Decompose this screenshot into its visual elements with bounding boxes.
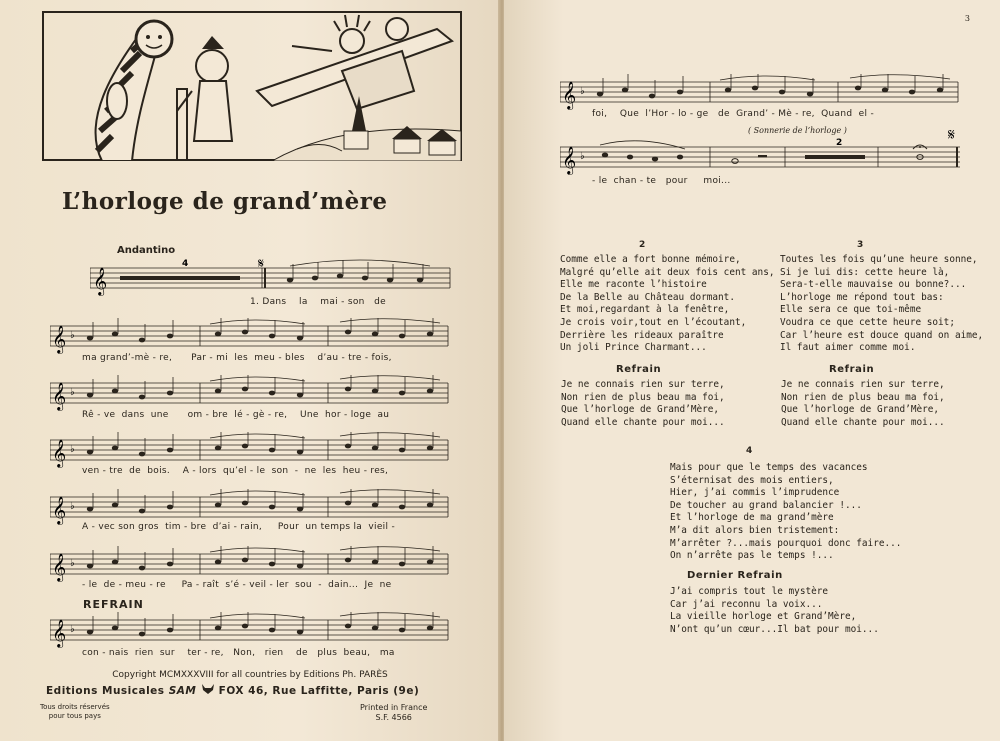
printed-line: Printed in France bbox=[360, 703, 428, 712]
publisher-name: Editions Musicales bbox=[46, 685, 165, 697]
song-title: L’horloge de grand’mère bbox=[62, 188, 388, 215]
measure-rest-count: 4 bbox=[182, 259, 189, 269]
svg-text:♭: ♭ bbox=[580, 151, 585, 162]
rights-notice bbox=[40, 703, 110, 721]
lyrics-line: 1. Dans la mai - son de bbox=[250, 297, 386, 307]
lyrics-line: ma grand’-mè - re, Par - mi les meu - bles d’au - tre - fois, bbox=[82, 353, 392, 363]
treble-clef-icon: 𝄞 bbox=[562, 146, 577, 174]
fox-logo-icon bbox=[201, 683, 215, 695]
printed-notice bbox=[360, 703, 427, 723]
music-staff bbox=[50, 318, 452, 354]
right-page bbox=[504, 0, 1000, 741]
copyright-notice: Copyright MCMXXXVIII for all countries by Editions Ph. PARÈS bbox=[112, 670, 388, 680]
verse-4: Mais pour que le temps des vacances S’éternisat des mois entiers, Hier, j’ai commis l’imprudence De toucher au grand balancier !... Et l’horloge de ma grand’mère M’a dit alors bien tristement: M’arrêter ?...mais pourquoi donc faire... On n’arrête pas le temps !... bbox=[670, 462, 902, 562]
music-staff bbox=[50, 375, 452, 411]
refrain-text: Je ne connais rien sur terre, Non rien de plus beau ma foi, Que l’horloge de Grand’Mère, Quand elle chante pour moi... bbox=[561, 379, 725, 428]
music-staff bbox=[50, 432, 452, 468]
refrain-label: REFRAIN bbox=[83, 598, 144, 611]
verse-3: Toutes les fois qu’une heure sonne, Si je lui dis: cette heure là, Sera-t-elle mauvaise ou bonne?... L’horloge me répond tout bas: Elle sera ce que toi-même Voudra ce que cette heure soit; Car l’heure est douce quand on aime, Il faut aimer comme moi. bbox=[780, 254, 984, 354]
treble-clef-icon: 𝄞 bbox=[93, 267, 108, 295]
svg-text:𝄋: 𝄋 bbox=[948, 126, 955, 142]
lyrics-line: foi, Que l’Hor - lo - ge de Grand’ - Mè - re, Quand el - bbox=[592, 109, 875, 119]
page-number: 3 bbox=[964, 14, 970, 23]
refrain-heading: Refrain bbox=[829, 364, 875, 375]
rights-line: Tous droits réservés bbox=[40, 703, 110, 711]
cover-illustration bbox=[42, 11, 462, 161]
music-staff bbox=[90, 258, 452, 298]
refrain-heading: Refrain bbox=[616, 364, 662, 375]
segno-icon bbox=[948, 126, 964, 142]
music-staff bbox=[560, 135, 964, 175]
lyrics-line: A - vec son gros tim - bre d’ai - rain, Pour un temps la vieil - bbox=[82, 522, 395, 532]
music-staff bbox=[50, 489, 452, 525]
rest-count: 2 bbox=[836, 138, 843, 148]
lyrics-line: - le chan - te pour moi... bbox=[592, 176, 731, 186]
verse-number: 3 bbox=[857, 240, 864, 250]
tempo-marking: Andantino bbox=[117, 245, 176, 256]
clock-chime-marking: ( Sonnerie de l’horloge ) bbox=[748, 126, 847, 135]
segno-icon: 𝄋 bbox=[258, 258, 265, 272]
publisher-logo-text: SAM bbox=[168, 685, 197, 697]
music-staff bbox=[50, 612, 452, 648]
catalog-number: S.F. 4566 bbox=[375, 713, 412, 722]
final-refrain-heading: Dernier Refrain bbox=[687, 570, 783, 581]
lyrics-line: ven - tre de bois. A - lors qu’el - le son - ne les heu - res, bbox=[82, 466, 389, 476]
refrain-text: Je ne connais rien sur terre, Non rien de plus beau ma foi, Que l’horloge de Grand’Mère, Quand elle chante pour moi... bbox=[781, 379, 945, 428]
lyrics-line: - le de - meu - re Pa - raît s’é - veil - ler sou - dain... Je ne bbox=[82, 580, 392, 590]
verse-2: Comme elle a fort bonne mémoire, Malgré qu’elle ait deux fois cent ans, Elle me raconte l’histoire De la Belle au Château dormant. Et moi,regardant à la fenêtre, Je crois voir,tout en l’écoutant, Derrière les rideaux paraître Un joli Prince Charmant... bbox=[560, 254, 775, 354]
final-refrain-text: J’ai compris tout le mystère Car j’ai reconnu la voix... La vieille horloge et Grand’Mère, N’ont qu’un cœur...Il bat pour moi... bbox=[670, 586, 879, 635]
lyrics-line: con - nais rien sur ter - re, Non, rien de plus beau, ma bbox=[82, 648, 395, 658]
publisher-line bbox=[46, 683, 419, 697]
verse-number: 4 bbox=[746, 446, 753, 456]
music-staff bbox=[560, 74, 964, 110]
rights-line: pour tous pays bbox=[48, 712, 101, 720]
lyrics-line: Rê - ve dans une om - bre lé - gè - re, Une hor - loge au bbox=[82, 410, 390, 420]
music-staff bbox=[50, 546, 452, 582]
publisher-address: FOX 46, Rue Laffitte, Paris (9e) bbox=[218, 685, 420, 697]
verse-number: 2 bbox=[639, 240, 646, 250]
